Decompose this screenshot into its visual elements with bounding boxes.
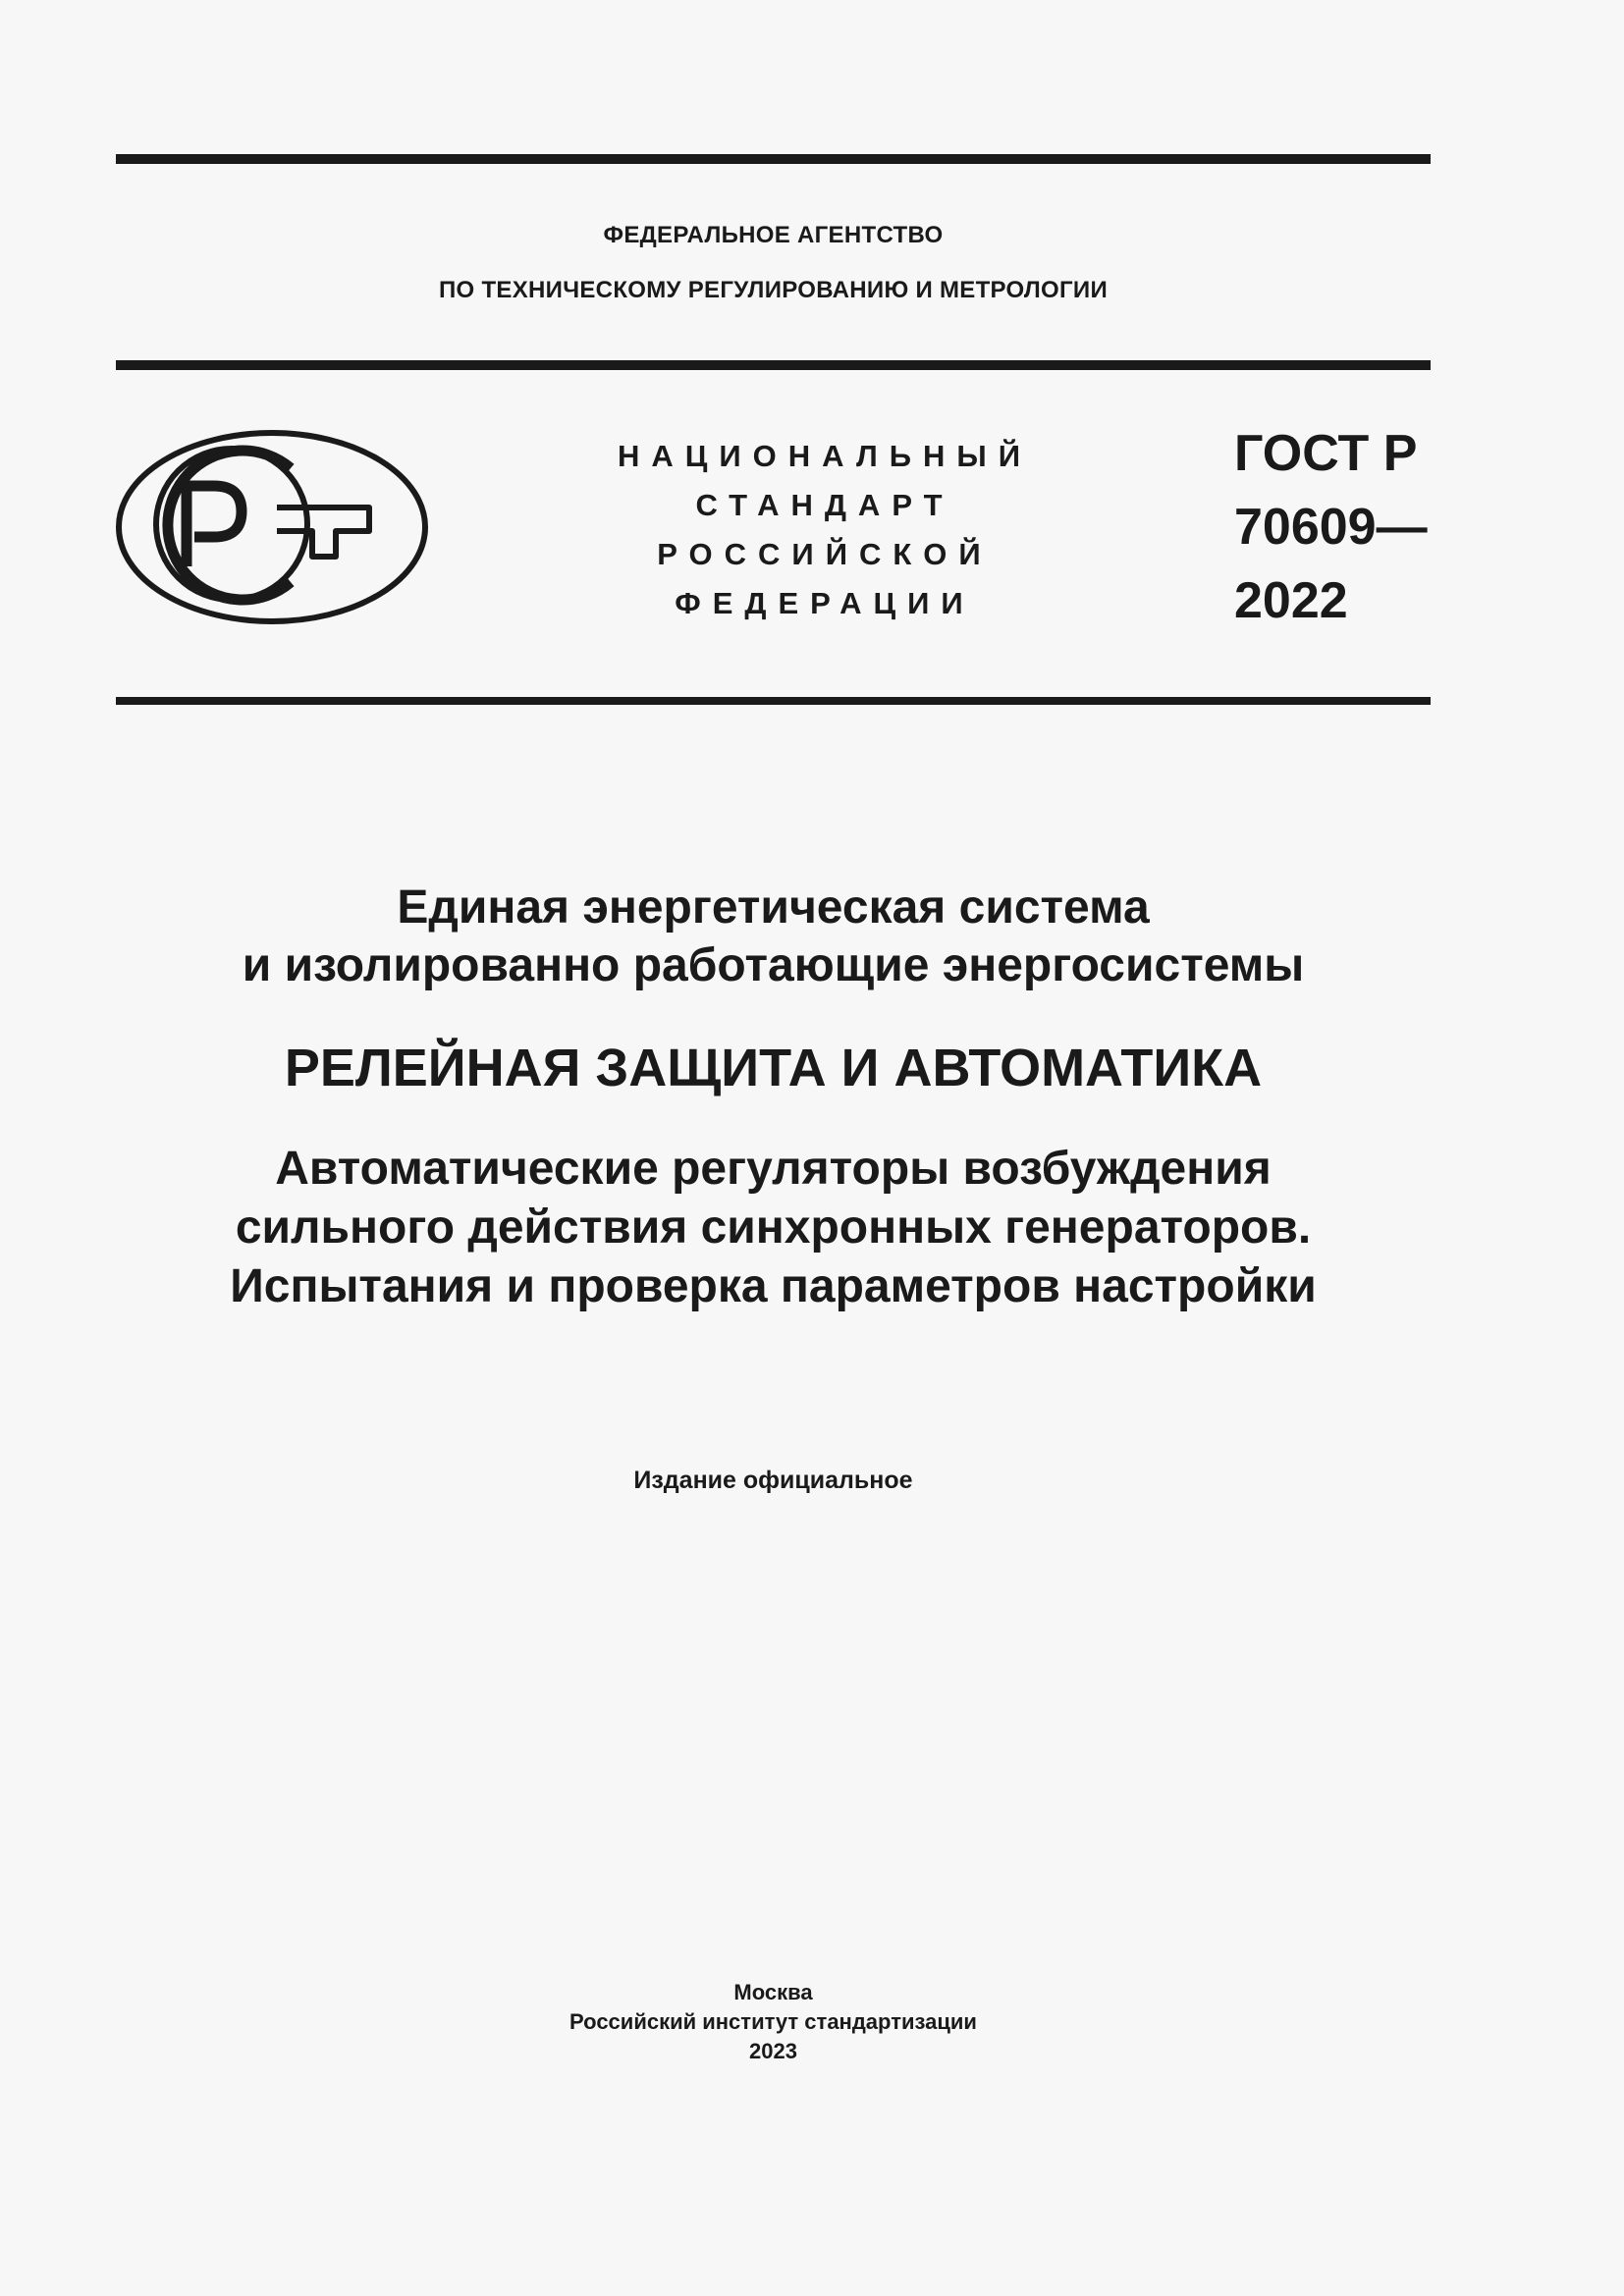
imprint-year: 2023 xyxy=(749,2039,797,2063)
subtitle-line-3: Испытания и проверка параметров настройки xyxy=(230,1260,1317,1312)
designation-line-2: 70609— xyxy=(1234,499,1428,556)
imprint-publisher: Российский институт стандартизации xyxy=(569,2009,977,2034)
national-standard-heading xyxy=(589,432,1060,628)
title-system xyxy=(116,879,1431,994)
standard-designation xyxy=(1234,417,1428,638)
agency-line-1: ФЕДЕРАЛЬНОЕ АГЕНТСТВО xyxy=(603,222,944,248)
imprint xyxy=(116,1978,1431,2066)
national-standard-line-2: СТАНДАРТ xyxy=(695,488,954,522)
designation-line-3: 2022 xyxy=(1234,572,1348,629)
top-rule xyxy=(116,154,1431,164)
subtitle-line-2: сильного действия синхронных генераторов. xyxy=(235,1201,1312,1254)
edition-label: Издание официальное xyxy=(633,1467,913,1494)
subtitle-line-1: Автоматические регуляторы возбуждения xyxy=(275,1143,1272,1195)
title-main: РЕЛЕЙНАЯ ЗАЩИТА И АВТОМАТИКА xyxy=(284,1039,1263,1097)
title-line-2: и изолированно работающие энергосистемы xyxy=(242,939,1305,991)
national-standard-line-3: РОССИЙСКОЙ xyxy=(657,537,993,571)
imprint-city: Москва xyxy=(733,1980,813,2004)
designation-line-1: ГОСТ Р xyxy=(1234,425,1418,482)
national-standard-line-4: ФЕДЕРАЦИИ xyxy=(675,586,975,620)
title-subtitle xyxy=(116,1140,1431,1316)
rst-conformity-mark-icon xyxy=(116,429,428,625)
national-standard-line-1: НАЦИОНАЛЬНЫЙ xyxy=(617,439,1033,473)
title-line-1: Единая энергетическая система xyxy=(397,881,1150,934)
header-rule xyxy=(116,360,1431,370)
masthead-bottom-rule xyxy=(116,697,1431,705)
agency-line-2: ПО ТЕХНИЧЕСКОМУ РЕГУЛИРОВАНИЮ И МЕТРОЛОГИИ xyxy=(438,277,1109,303)
